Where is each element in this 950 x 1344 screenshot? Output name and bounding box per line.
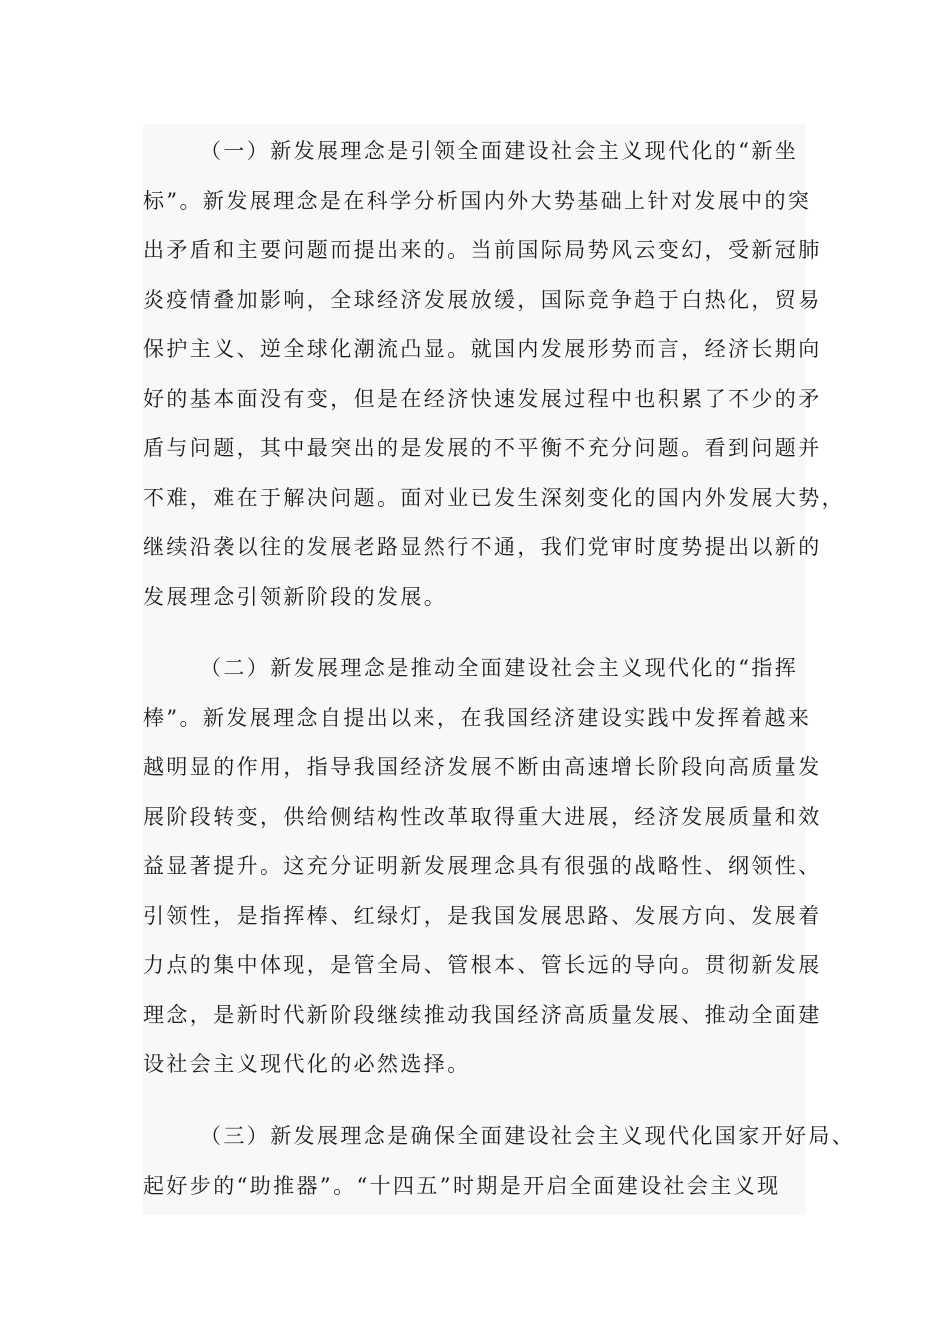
paragraph-3-line-2: 起好步的“助推器”。“十四五”时期是开启全面建设社会主义现 <box>143 1174 781 1198</box>
paragraph-2-line-1: （二）新发展理念是推动全面建设社会主义现代化的“指挥 <box>200 656 799 680</box>
paragraph-1-line-5: 保护主义、逆全球化潮流凸显。就国内发展形势而言，经济长期向 <box>143 337 822 361</box>
paragraph-2-line-2: 棒”。新发展理念自提出以来，在我国经济建设实践中发挥着越来 <box>143 706 812 730</box>
paragraph-1-line-6: 好的基本面没有变，但是在经济快速发展过程中也积累了不少的矛 <box>143 387 822 411</box>
paragraph-1-line-2: 标”。新发展理念是在科学分析国内外大势基础上针对发展中的突 <box>143 189 812 213</box>
paragraph-1-line-4: 炎疫情叠加影响，全球经济发展放缓，国际竞争趋于白热化，贸易 <box>143 288 822 312</box>
paragraph-2-line-9: 设社会主义现代化的必然选择。 <box>143 1052 471 1076</box>
paragraph-1-line-10: 发展理念引领新阶段的发展。 <box>143 585 448 609</box>
paragraph-2-line-4: 展阶段转变，供给侧结构性改革取得重大进展，经济发展质量和效 <box>143 805 822 829</box>
paragraph-3-line-1: （三）新发展理念是确保全面建设社会主义现代化国家开好局、 <box>200 1124 856 1148</box>
paragraph-2-line-8: 理念，是新时代新阶段继续推动我国经济高质量发展、推动全面建 <box>143 1003 822 1027</box>
paragraph-1-line-8: 不难，难在于解决问题。面对业已发生深刻变化的国内外发展大势， <box>143 486 845 510</box>
paragraph-2-line-3: 越明显的作用，指导我国经济发展不断由高速增长阶段向高质量发 <box>143 755 822 779</box>
paragraph-1-line-1: （一）新发展理念是引领全面建设社会主义现代化的“新坐 <box>200 139 799 163</box>
paragraph-1-line-9: 继续沿袭以往的发展老路显然行不通，我们党审时度势提出以新的 <box>143 535 822 559</box>
paragraph-1-line-7: 盾与问题，其中最突出的是发展的不平衡不充分问题。看到问题并 <box>143 436 822 460</box>
paragraph-2-line-7: 力点的集中体现，是管全局、管根本、管长远的导向。贯彻新发展 <box>143 953 822 977</box>
body-text <box>143 124 856 1215</box>
paragraph-2-line-6: 引领性，是指挥棒、红绿灯，是我国发展思路、发展方向、发展着 <box>143 904 822 928</box>
paragraph-1-line-3: 出矛盾和主要问题而提出来的。当前国际局势风云变幻，受新冠肺 <box>143 238 822 262</box>
paragraph-2-line-5: 益显著提升。这充分证明新发展理念具有很强的战略性、纲领性、 <box>143 854 822 878</box>
